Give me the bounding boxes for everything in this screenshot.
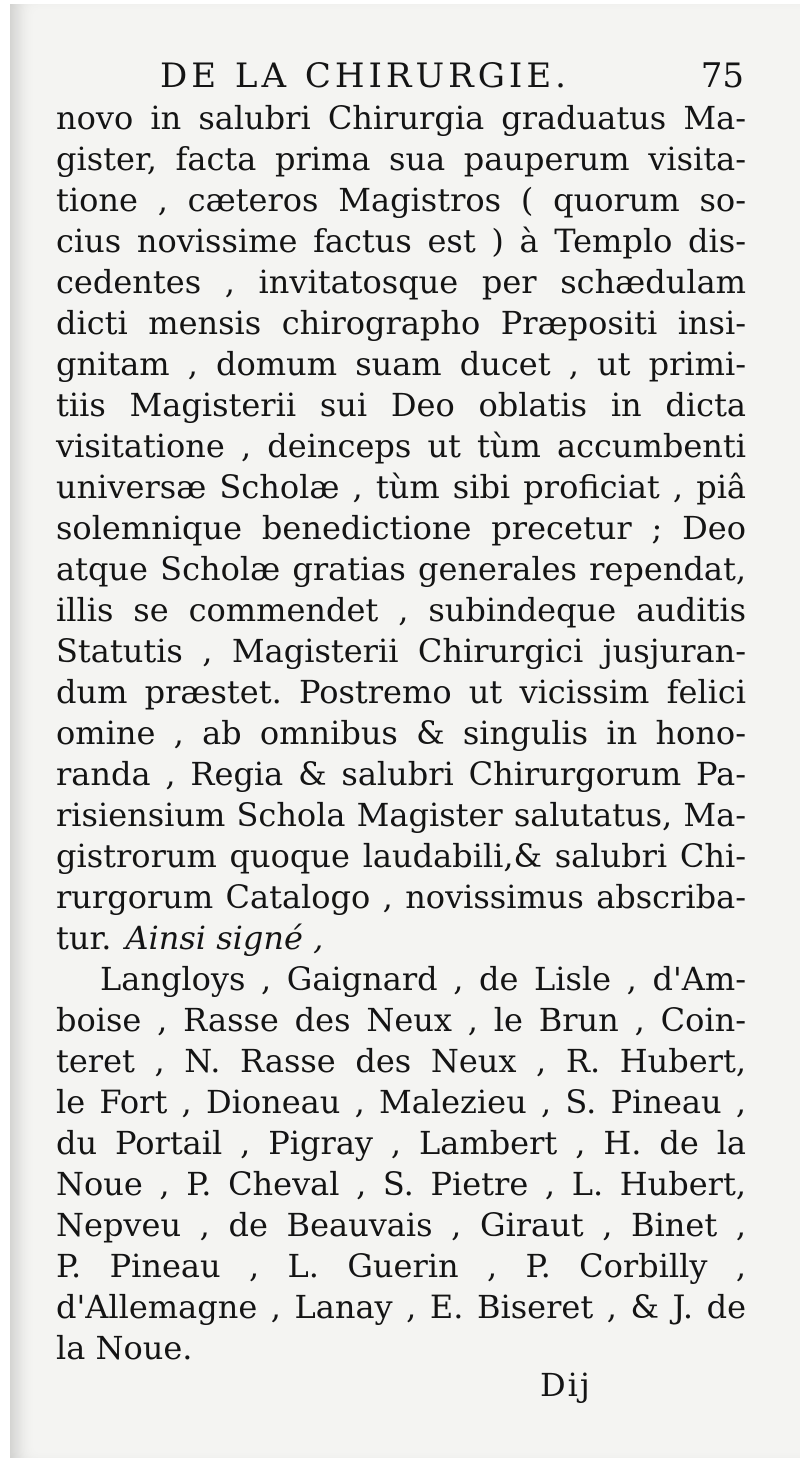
text-line: du Portail , Pigray , Lambert , H. de la	[56, 1124, 746, 1162]
paragraph-signatories	[56, 959, 746, 1369]
text-line: visitatione , deinceps ut tùm accumbenti	[56, 427, 746, 465]
text-line: cedentes , invitatosque per schædulam	[56, 263, 746, 301]
text-line: Langloys , Gaignard , de Lisle , d'Am-	[100, 960, 746, 998]
text-line: novo in salubri Chirurgia graduatus Ma-	[56, 99, 746, 137]
text-line: rurgorum Catalogo , novissimus abscriba-	[56, 878, 746, 916]
text-line: atque Scholæ gratias generales rependat,	[56, 550, 746, 588]
text-line: universæ Scholæ , tùm sibi proficiat , piâ	[56, 468, 746, 506]
signature-mark: Dij	[540, 1366, 592, 1404]
text-line: Statutis , Magisterii Chirurgici jusjuran-	[56, 632, 746, 670]
text-line: teret , N. Rasse des Neux , R. Hubert,	[56, 1042, 746, 1080]
text-line: risiensium Schola Magister salutatus, Ma-	[56, 796, 746, 834]
text-line: boise , Rasse des Neux , le Brun , Coin-	[56, 1001, 746, 1039]
text-line: P. Pineau , L. Guerin , P. Corbilly ,	[56, 1247, 746, 1285]
text-line: solemnique benedictione precetur ; Deo	[56, 509, 746, 547]
text-line: le Fort , Dioneau , Malezieu , S. Pineau ,	[56, 1083, 746, 1121]
text-line: gnitam , domum suam ducet , ut primi-	[56, 345, 746, 383]
text-line: Noue , P. Cheval , S. Pietre , L. Hubert,	[56, 1165, 746, 1203]
page-number: 75	[700, 56, 744, 96]
text-line: randa , Regia & salubri Chirurgorum Pa-	[56, 755, 746, 793]
text-line: gistrorum quoque laudabili,& salubri Chi-	[56, 837, 746, 875]
text-line: dicti mensis chirographo Præpositi insi-	[56, 304, 746, 342]
paragraph-statute	[56, 98, 746, 959]
text-line: dum præstet. Postremo ut vicissim felici	[56, 673, 746, 711]
final-word: tur.	[56, 919, 112, 957]
running-title: DE LA CHIRURGIE.	[160, 56, 570, 96]
text-line: tione , cæteros Magistros ( quorum so-	[56, 181, 746, 219]
text-line: Nepveu , de Beauvais , Giraut , Binet ,	[56, 1206, 746, 1244]
text-line-final: la Noue.	[56, 1329, 193, 1367]
text-line: omine , ab omnibus & singulis in hono-	[56, 714, 746, 752]
text-line: illis se commendet , subindeque auditis	[56, 591, 746, 629]
text-line: tiis Magisterii sui Deo oblatis in dicta	[56, 386, 746, 424]
text-line-final	[56, 918, 746, 959]
text-line: cius novissime factus est ) à Templo dis-	[56, 222, 746, 260]
signed-label: Ainsi signé ,	[125, 919, 324, 957]
text-line: d'Allemagne , Lanay , E. Biseret , & J. de	[56, 1288, 746, 1326]
text-line: gister, facta prima sua pauperum visita-	[56, 140, 746, 178]
body-text	[56, 98, 746, 1369]
